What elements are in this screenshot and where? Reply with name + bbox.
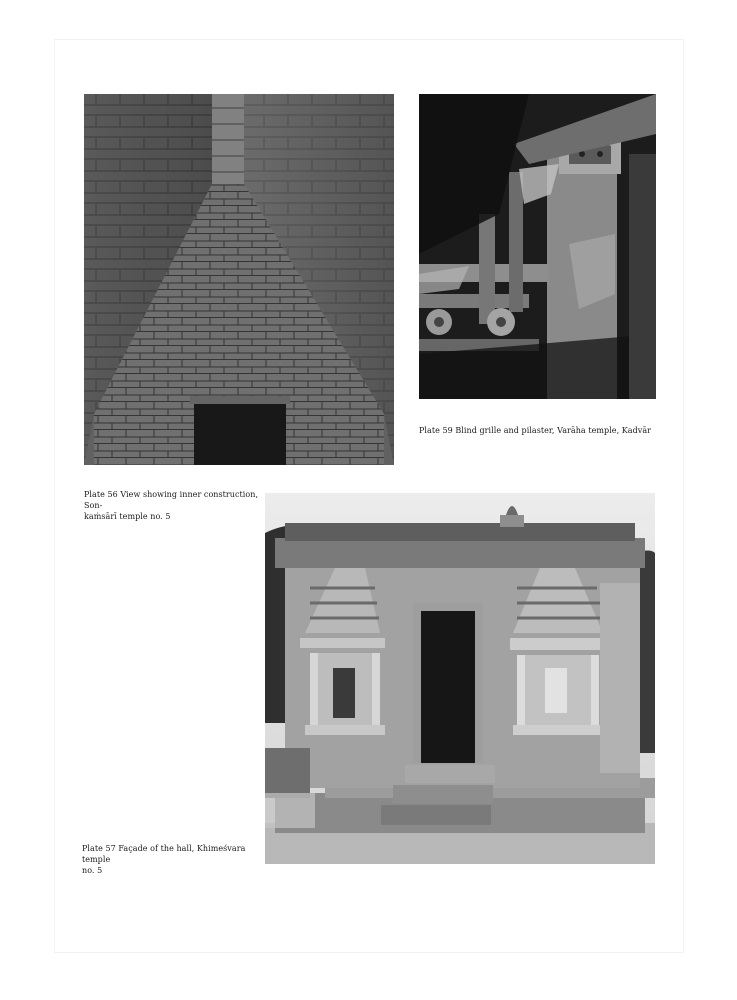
plate-59-caption-text: Plate 59 Blind grille and pilaster, Varāha temple, Kadvār [419,426,652,435]
plate-56-caption-line1: Plate 56 View showing inner construction, Son- [84,490,259,510]
plate-59-photo [419,94,656,399]
plate-56-caption-line2: kaṁsārī temple no. 5 [84,512,171,521]
plate-57-caption-line1: Plate 57 Façade of the hall, Khimeśvara temple [82,844,246,864]
plate-57-caption-line2: no. 5 [82,866,103,875]
plate-59-caption [419,425,659,436]
plate-56-photo [84,94,394,465]
plate-57-photo [265,493,655,864]
plate-56-caption [84,489,264,522]
plate-57-caption [82,843,262,876]
